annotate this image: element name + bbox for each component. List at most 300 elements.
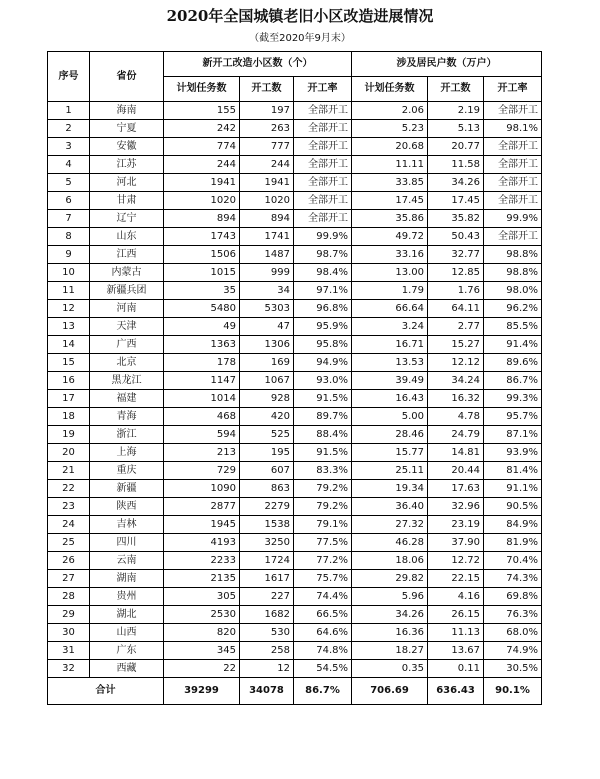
- row-province: 广西: [90, 336, 164, 354]
- row-province: 浙江: [90, 426, 164, 444]
- total-rate-households: 90.1%: [484, 678, 542, 705]
- row-rate-households: 90.5%: [484, 498, 542, 516]
- row-started-communities: 1741: [240, 228, 294, 246]
- row-seq: 3: [48, 138, 90, 156]
- row-province: 贵州: [90, 588, 164, 606]
- row-rate-communities: 95.8%: [294, 336, 352, 354]
- row-planned-communities: 894: [164, 210, 240, 228]
- row-started-households: 32.96: [428, 498, 484, 516]
- row-planned-households: 20.68: [352, 138, 428, 156]
- header-planned-1: 计划任务数: [164, 77, 240, 102]
- header-rate-1: 开工率: [294, 77, 352, 102]
- row-started-communities: 525: [240, 426, 294, 444]
- row-seq: 4: [48, 156, 90, 174]
- row-started-households: 16.32: [428, 390, 484, 408]
- row-province: 北京: [90, 354, 164, 372]
- row-rate-communities: 全部开工: [294, 156, 352, 174]
- table-row: [48, 516, 542, 534]
- row-planned-households: 28.46: [352, 426, 428, 444]
- header-rate-2: 开工率: [484, 77, 542, 102]
- table-row: [48, 300, 542, 318]
- row-planned-households: 17.45: [352, 192, 428, 210]
- row-planned-communities: 1743: [164, 228, 240, 246]
- table-row: [48, 552, 542, 570]
- row-seq: 5: [48, 174, 90, 192]
- row-planned-communities: 178: [164, 354, 240, 372]
- row-planned-communities: 1363: [164, 336, 240, 354]
- row-planned-communities: 820: [164, 624, 240, 642]
- total-planned-households: 706.69: [352, 678, 428, 705]
- header-group-communities: 新开工改造小区数（个）: [164, 52, 352, 77]
- row-planned-communities: 244: [164, 156, 240, 174]
- row-planned-households: 5.96: [352, 588, 428, 606]
- row-planned-households: 16.43: [352, 390, 428, 408]
- row-rate-communities: 54.5%: [294, 660, 352, 678]
- row-started-communities: 227: [240, 588, 294, 606]
- row-planned-households: 15.77: [352, 444, 428, 462]
- row-started-households: 0.11: [428, 660, 484, 678]
- row-planned-households: 33.85: [352, 174, 428, 192]
- total-row: [48, 678, 542, 705]
- row-planned-communities: 1941: [164, 174, 240, 192]
- row-rate-households: 98.8%: [484, 264, 542, 282]
- row-started-households: 2.77: [428, 318, 484, 336]
- row-seq: 25: [48, 534, 90, 552]
- row-started-households: 14.81: [428, 444, 484, 462]
- row-province: 内蒙古: [90, 264, 164, 282]
- table-row: [48, 156, 542, 174]
- row-seq: 23: [48, 498, 90, 516]
- row-province: 新疆兵团: [90, 282, 164, 300]
- header-started-1: 开工数: [240, 77, 294, 102]
- row-rate-communities: 91.5%: [294, 390, 352, 408]
- row-seq: 10: [48, 264, 90, 282]
- row-rate-households: 81.9%: [484, 534, 542, 552]
- row-started-communities: 928: [240, 390, 294, 408]
- row-started-communities: 863: [240, 480, 294, 498]
- row-planned-communities: 2135: [164, 570, 240, 588]
- row-started-households: 4.78: [428, 408, 484, 426]
- row-started-households: 22.15: [428, 570, 484, 588]
- row-seq: 6: [48, 192, 90, 210]
- row-seq: 11: [48, 282, 90, 300]
- row-started-communities: 12: [240, 660, 294, 678]
- row-rate-communities: 88.4%: [294, 426, 352, 444]
- total-started-households: 636.43: [428, 678, 484, 705]
- row-started-households: 24.79: [428, 426, 484, 444]
- row-rate-communities: 79.2%: [294, 480, 352, 498]
- row-planned-communities: 1014: [164, 390, 240, 408]
- row-started-households: 35.82: [428, 210, 484, 228]
- row-started-communities: 1941: [240, 174, 294, 192]
- row-seq: 17: [48, 390, 90, 408]
- table-row: [48, 408, 542, 426]
- table-row: [48, 498, 542, 516]
- table-row: [48, 606, 542, 624]
- row-province: 吉林: [90, 516, 164, 534]
- row-rate-households: 74.3%: [484, 570, 542, 588]
- row-planned-communities: 5480: [164, 300, 240, 318]
- row-rate-households: 98.8%: [484, 246, 542, 264]
- row-rate-communities: 全部开工: [294, 120, 352, 138]
- row-rate-households: 91.1%: [484, 480, 542, 498]
- row-seq: 18: [48, 408, 90, 426]
- row-province: 四川: [90, 534, 164, 552]
- row-province: 河南: [90, 300, 164, 318]
- table-row: [48, 570, 542, 588]
- row-rate-communities: 97.1%: [294, 282, 352, 300]
- row-rate-communities: 66.5%: [294, 606, 352, 624]
- total-label: 合计: [48, 678, 164, 705]
- row-started-communities: 244: [240, 156, 294, 174]
- row-planned-households: 5.00: [352, 408, 428, 426]
- row-started-communities: 2279: [240, 498, 294, 516]
- row-rate-households: 86.7%: [484, 372, 542, 390]
- row-rate-communities: 全部开工: [294, 102, 352, 120]
- table-row: [48, 660, 542, 678]
- row-province: 甘肃: [90, 192, 164, 210]
- row-province: 宁夏: [90, 120, 164, 138]
- row-rate-communities: 全部开工: [294, 174, 352, 192]
- row-started-communities: 1487: [240, 246, 294, 264]
- header-group-households: 涉及居民户数（万户）: [352, 52, 542, 77]
- row-seq: 9: [48, 246, 90, 264]
- row-rate-households: 84.9%: [484, 516, 542, 534]
- table-row: [48, 534, 542, 552]
- table-row: [48, 318, 542, 336]
- row-rate-communities: 98.7%: [294, 246, 352, 264]
- row-started-communities: 169: [240, 354, 294, 372]
- row-rate-households: 99.3%: [484, 390, 542, 408]
- row-planned-households: 13.53: [352, 354, 428, 372]
- table-row: [48, 390, 542, 408]
- table-row: [48, 138, 542, 156]
- table-row: [48, 624, 542, 642]
- row-started-households: 34.24: [428, 372, 484, 390]
- row-planned-communities: 35: [164, 282, 240, 300]
- table-row: [48, 192, 542, 210]
- row-planned-households: 34.26: [352, 606, 428, 624]
- row-rate-households: 70.4%: [484, 552, 542, 570]
- row-started-households: 15.27: [428, 336, 484, 354]
- row-seq: 31: [48, 642, 90, 660]
- row-planned-communities: 2877: [164, 498, 240, 516]
- row-province: 海南: [90, 102, 164, 120]
- row-planned-households: 11.11: [352, 156, 428, 174]
- row-rate-communities: 91.5%: [294, 444, 352, 462]
- row-planned-communities: 594: [164, 426, 240, 444]
- row-province: 天津: [90, 318, 164, 336]
- table-row: [48, 426, 542, 444]
- row-started-households: 20.44: [428, 462, 484, 480]
- row-seq: 22: [48, 480, 90, 498]
- row-started-communities: 607: [240, 462, 294, 480]
- row-planned-households: 3.24: [352, 318, 428, 336]
- row-started-households: 17.45: [428, 192, 484, 210]
- row-province: 江苏: [90, 156, 164, 174]
- row-started-households: 50.43: [428, 228, 484, 246]
- row-started-communities: 420: [240, 408, 294, 426]
- row-province: 山东: [90, 228, 164, 246]
- row-started-communities: 999: [240, 264, 294, 282]
- row-planned-communities: 345: [164, 642, 240, 660]
- row-started-households: 20.77: [428, 138, 484, 156]
- row-started-communities: 47: [240, 318, 294, 336]
- row-planned-households: 36.40: [352, 498, 428, 516]
- row-planned-households: 49.72: [352, 228, 428, 246]
- row-rate-communities: 83.3%: [294, 462, 352, 480]
- row-rate-households: 全部开工: [484, 156, 542, 174]
- row-planned-households: 35.86: [352, 210, 428, 228]
- row-started-households: 32.77: [428, 246, 484, 264]
- row-started-households: 4.16: [428, 588, 484, 606]
- row-rate-communities: 全部开工: [294, 138, 352, 156]
- row-province: 新疆: [90, 480, 164, 498]
- row-rate-households: 91.4%: [484, 336, 542, 354]
- row-planned-communities: 2233: [164, 552, 240, 570]
- row-rate-households: 76.3%: [484, 606, 542, 624]
- row-province: 广东: [90, 642, 164, 660]
- row-seq: 13: [48, 318, 90, 336]
- row-started-communities: 34: [240, 282, 294, 300]
- row-planned-households: 16.36: [352, 624, 428, 642]
- row-started-households: 12.72: [428, 552, 484, 570]
- table-row: [48, 336, 542, 354]
- row-planned-households: 33.16: [352, 246, 428, 264]
- row-province: 重庆: [90, 462, 164, 480]
- row-province: 黑龙江: [90, 372, 164, 390]
- row-started-households: 12.12: [428, 354, 484, 372]
- row-province: 江西: [90, 246, 164, 264]
- row-rate-households: 89.6%: [484, 354, 542, 372]
- row-planned-households: 66.64: [352, 300, 428, 318]
- row-seq: 8: [48, 228, 90, 246]
- row-seq: 27: [48, 570, 90, 588]
- table-row: [48, 264, 542, 282]
- row-planned-households: 29.82: [352, 570, 428, 588]
- row-rate-households: 68.0%: [484, 624, 542, 642]
- row-rate-communities: 79.2%: [294, 498, 352, 516]
- header-planned-2: 计划任务数: [352, 77, 428, 102]
- row-seq: 28: [48, 588, 90, 606]
- row-planned-households: 13.00: [352, 264, 428, 282]
- row-started-households: 34.26: [428, 174, 484, 192]
- row-planned-communities: 2530: [164, 606, 240, 624]
- row-planned-households: 27.32: [352, 516, 428, 534]
- table-row: [48, 246, 542, 264]
- row-planned-communities: 774: [164, 138, 240, 156]
- row-planned-communities: 1506: [164, 246, 240, 264]
- row-rate-communities: 77.5%: [294, 534, 352, 552]
- table-row: [48, 462, 542, 480]
- row-rate-households: 69.8%: [484, 588, 542, 606]
- header-seq: 序号: [48, 52, 90, 102]
- row-province: 湖南: [90, 570, 164, 588]
- row-rate-households: 全部开工: [484, 228, 542, 246]
- row-seq: 7: [48, 210, 90, 228]
- row-rate-communities: 94.9%: [294, 354, 352, 372]
- row-province: 辽宁: [90, 210, 164, 228]
- row-started-communities: 530: [240, 624, 294, 642]
- row-planned-households: 39.49: [352, 372, 428, 390]
- row-seq: 20: [48, 444, 90, 462]
- row-planned-households: 18.27: [352, 642, 428, 660]
- row-started-households: 37.90: [428, 534, 484, 552]
- table-body: [48, 102, 542, 678]
- row-planned-communities: 729: [164, 462, 240, 480]
- row-started-households: 12.85: [428, 264, 484, 282]
- row-rate-communities: 98.4%: [294, 264, 352, 282]
- row-province: 河北: [90, 174, 164, 192]
- row-rate-households: 全部开工: [484, 174, 542, 192]
- table-row: [48, 282, 542, 300]
- row-rate-communities: 89.7%: [294, 408, 352, 426]
- row-rate-households: 98.1%: [484, 120, 542, 138]
- row-rate-households: 87.1%: [484, 426, 542, 444]
- row-planned-households: 46.28: [352, 534, 428, 552]
- row-planned-communities: 49: [164, 318, 240, 336]
- table-row: [48, 480, 542, 498]
- row-seq: 30: [48, 624, 90, 642]
- row-planned-communities: 242: [164, 120, 240, 138]
- row-rate-households: 全部开工: [484, 138, 542, 156]
- row-planned-communities: 213: [164, 444, 240, 462]
- progress-table: [47, 51, 542, 705]
- row-seq: 19: [48, 426, 90, 444]
- row-started-communities: 263: [240, 120, 294, 138]
- row-started-households: 23.19: [428, 516, 484, 534]
- row-planned-communities: 1090: [164, 480, 240, 498]
- row-planned-households: 1.79: [352, 282, 428, 300]
- table-row: [48, 102, 542, 120]
- row-planned-households: 18.06: [352, 552, 428, 570]
- table-row: [48, 228, 542, 246]
- row-seq: 14: [48, 336, 90, 354]
- row-province: 陕西: [90, 498, 164, 516]
- row-started-communities: 1306: [240, 336, 294, 354]
- row-planned-communities: 1015: [164, 264, 240, 282]
- row-rate-households: 99.9%: [484, 210, 542, 228]
- row-rate-communities: 74.4%: [294, 588, 352, 606]
- row-started-households: 64.11: [428, 300, 484, 318]
- total-started-communities: 34078: [240, 678, 294, 705]
- row-started-communities: 1020: [240, 192, 294, 210]
- row-province: 福建: [90, 390, 164, 408]
- row-rate-households: 74.9%: [484, 642, 542, 660]
- row-rate-communities: 全部开工: [294, 210, 352, 228]
- row-started-households: 2.19: [428, 102, 484, 120]
- row-planned-communities: 4193: [164, 534, 240, 552]
- page-subtitle: （截至2020年9月末）: [249, 33, 351, 44]
- row-started-communities: 5303: [240, 300, 294, 318]
- row-rate-households: 全部开工: [484, 192, 542, 210]
- row-rate-communities: 64.6%: [294, 624, 352, 642]
- row-rate-communities: 77.2%: [294, 552, 352, 570]
- row-started-communities: 1724: [240, 552, 294, 570]
- row-started-communities: 1538: [240, 516, 294, 534]
- row-started-communities: 1682: [240, 606, 294, 624]
- row-rate-communities: 79.1%: [294, 516, 352, 534]
- row-rate-households: 95.7%: [484, 408, 542, 426]
- header-province: 省份: [90, 52, 164, 102]
- row-planned-communities: 155: [164, 102, 240, 120]
- row-planned-communities: 468: [164, 408, 240, 426]
- row-seq: 2: [48, 120, 90, 138]
- row-planned-households: 5.23: [352, 120, 428, 138]
- row-planned-communities: 1147: [164, 372, 240, 390]
- total-planned-communities: 39299: [164, 678, 240, 705]
- row-started-households: 1.76: [428, 282, 484, 300]
- row-planned-communities: 1020: [164, 192, 240, 210]
- row-started-households: 5.13: [428, 120, 484, 138]
- row-started-communities: 3250: [240, 534, 294, 552]
- row-rate-communities: 75.7%: [294, 570, 352, 588]
- table-row: [48, 642, 542, 660]
- row-started-communities: 258: [240, 642, 294, 660]
- row-rate-households: 85.5%: [484, 318, 542, 336]
- row-started-households: 17.63: [428, 480, 484, 498]
- row-province: 青海: [90, 408, 164, 426]
- row-seq: 29: [48, 606, 90, 624]
- row-rate-communities: 93.0%: [294, 372, 352, 390]
- row-started-communities: 894: [240, 210, 294, 228]
- row-started-communities: 777: [240, 138, 294, 156]
- table-row: [48, 372, 542, 390]
- row-seq: 32: [48, 660, 90, 678]
- table-row: [48, 588, 542, 606]
- row-province: 山西: [90, 624, 164, 642]
- table-row: [48, 120, 542, 138]
- row-seq: 16: [48, 372, 90, 390]
- row-seq: 1: [48, 102, 90, 120]
- row-rate-communities: 96.8%: [294, 300, 352, 318]
- row-planned-households: 19.34: [352, 480, 428, 498]
- row-planned-households: 16.71: [352, 336, 428, 354]
- row-planned-communities: 305: [164, 588, 240, 606]
- row-rate-communities: 95.9%: [294, 318, 352, 336]
- row-started-communities: 195: [240, 444, 294, 462]
- row-rate-communities: 全部开工: [294, 192, 352, 210]
- row-started-households: 11.58: [428, 156, 484, 174]
- row-started-communities: 1617: [240, 570, 294, 588]
- row-seq: 15: [48, 354, 90, 372]
- row-started-communities: 197: [240, 102, 294, 120]
- table-row: [48, 174, 542, 192]
- row-planned-households: 25.11: [352, 462, 428, 480]
- row-seq: 24: [48, 516, 90, 534]
- row-rate-households: 30.5%: [484, 660, 542, 678]
- row-province: 湖北: [90, 606, 164, 624]
- row-started-households: 11.13: [428, 624, 484, 642]
- row-province: 上海: [90, 444, 164, 462]
- row-planned-households: 0.35: [352, 660, 428, 678]
- row-rate-households: 98.0%: [484, 282, 542, 300]
- row-province: 西藏: [90, 660, 164, 678]
- row-seq: 21: [48, 462, 90, 480]
- row-started-households: 26.15: [428, 606, 484, 624]
- row-province: 云南: [90, 552, 164, 570]
- row-started-communities: 1067: [240, 372, 294, 390]
- row-province: 安徽: [90, 138, 164, 156]
- row-seq: 26: [48, 552, 90, 570]
- table-row: [48, 210, 542, 228]
- table-row: [48, 354, 542, 372]
- row-started-households: 13.67: [428, 642, 484, 660]
- header-started-2: 开工数: [428, 77, 484, 102]
- row-planned-communities: 1945: [164, 516, 240, 534]
- page-title: 2020年全国城镇老旧小区改造进展情况: [166, 7, 434, 25]
- row-planned-communities: 22: [164, 660, 240, 678]
